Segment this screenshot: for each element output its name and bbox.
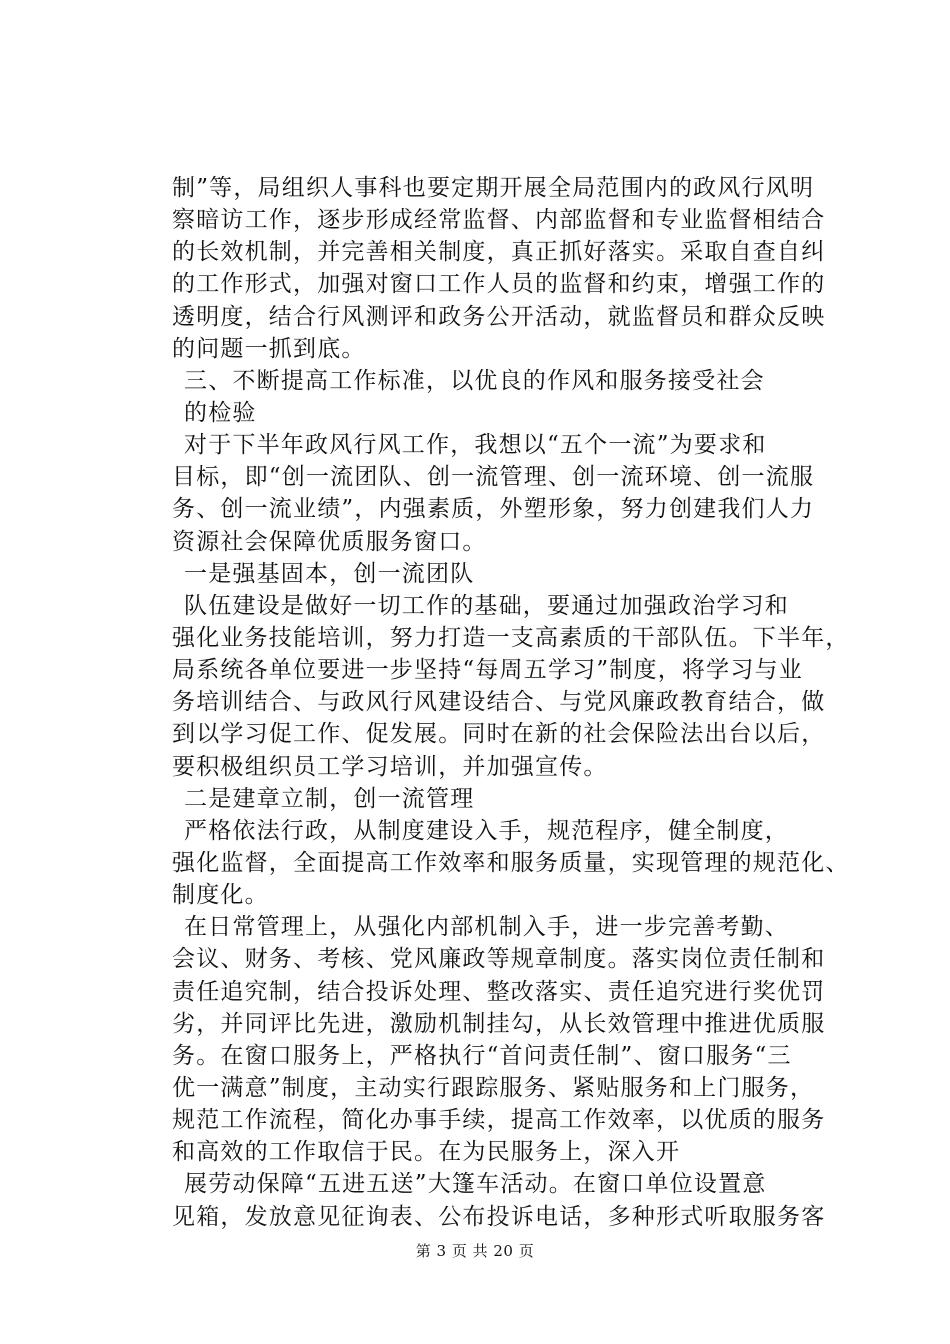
text-line: 务。在窗口服务上，严格执行“首问责任制”、窗口服务“三 bbox=[172, 1042, 792, 1069]
text-line: 强化监督，全面提高工作效率和服务质量，实现管理的规范化、 bbox=[172, 849, 850, 876]
text-line: 到以学习促工作、促发展。同时在新的社会保险法出台以后， bbox=[172, 721, 826, 748]
text-line: 局系统各单位要进一步坚持“每周五学习”制度，将学习与业 bbox=[172, 657, 803, 684]
text-line: 的问题一抓到底。 bbox=[172, 335, 366, 362]
text-line: 展劳动保障“五进五送”大篷车活动。在窗口单位设置意 bbox=[184, 1171, 767, 1198]
text-line: 制度化。 bbox=[172, 882, 269, 909]
text-line: 三、不断提高工作标准，以优良的作风和服务接受社会 bbox=[184, 367, 765, 394]
text-line: 制”等，局组织人事科也要定期开展全局范围内的政风行风明 bbox=[172, 175, 815, 201]
text-line: 劣，并同评比先进，激励机制挂勾，从长效管理中推进优质服 bbox=[172, 1010, 826, 1037]
text-line: 的长效机制，并完善相关制度，真正抓好落实。采取自查自纠 bbox=[172, 239, 826, 266]
text-line: 资源社会保障优质服务窗口。 bbox=[172, 528, 487, 555]
text-line: 见箱，发放意见征询表、公布投诉电话，多种形式听取服务客 bbox=[172, 1203, 826, 1230]
text-line: 在日常管理上，从强化内部机制入手，进一步完善考勤、 bbox=[184, 914, 789, 941]
text-line: 对于下半年政风行风工作，我想以“五个一流”为要求和 bbox=[184, 432, 767, 459]
text-line: 规范工作流程，简化办事手续，提高工作效率，以优质的服务 bbox=[172, 1107, 826, 1134]
text-line: 队伍建设是做好一切工作的基础，要通过加强政治学习和 bbox=[184, 592, 789, 619]
text-line: 务、创一流业绩”，内强素质，外塑形象，努力创建我们人力 bbox=[172, 496, 815, 523]
text-line: 的工作形式，加强对窗口工作人员的监督和约束，增强工作的 bbox=[172, 271, 826, 298]
text-line: 一是强基固本，创一流团队 bbox=[184, 560, 475, 587]
text-line: 目标，即“创一流团队、创一流管理、创一流环境、创一流服 bbox=[172, 464, 815, 491]
text-line: 优一满意”制度，主动实行跟踪服务、紧贴服务和上门服务， bbox=[172, 1074, 815, 1101]
text-line: 和高效的工作取信于民。在为民服务上，深入开 bbox=[172, 1139, 681, 1166]
text-line: 严格依法行政，从制度建设入手，规范程序，健全制度， bbox=[184, 817, 789, 844]
body-text bbox=[172, 172, 872, 1233]
text-line: 强化业务技能培训，努力打造一支高素质的干部队伍。下半年， bbox=[172, 624, 850, 651]
page-footer: 第 3 页 共 20 页 bbox=[415, 1242, 535, 1260]
text-line: 责任追究制，结合投诉处理、整改落实、责任追究进行奖优罚 bbox=[172, 978, 826, 1005]
text-line: 的检验 bbox=[184, 399, 257, 426]
text-line: 透明度，结合行风测评和政务公开活动，就监督员和群众反映 bbox=[172, 303, 826, 330]
text-line: 二是建章立制，创一流管理 bbox=[184, 785, 475, 812]
text-line: 务培训结合、与政风行风建设结合、与党风廉政教育结合，做 bbox=[172, 689, 826, 716]
text-line: 察暗访工作，逐步形成经常监督、内部监督和专业监督相结合 bbox=[172, 207, 826, 234]
text-line: 要积极组织员工学习培训，并加强宣传。 bbox=[172, 753, 608, 780]
text-line: 会议、财务、考核、党风廉政等规章制度。落实岗位责任制和 bbox=[172, 946, 826, 973]
